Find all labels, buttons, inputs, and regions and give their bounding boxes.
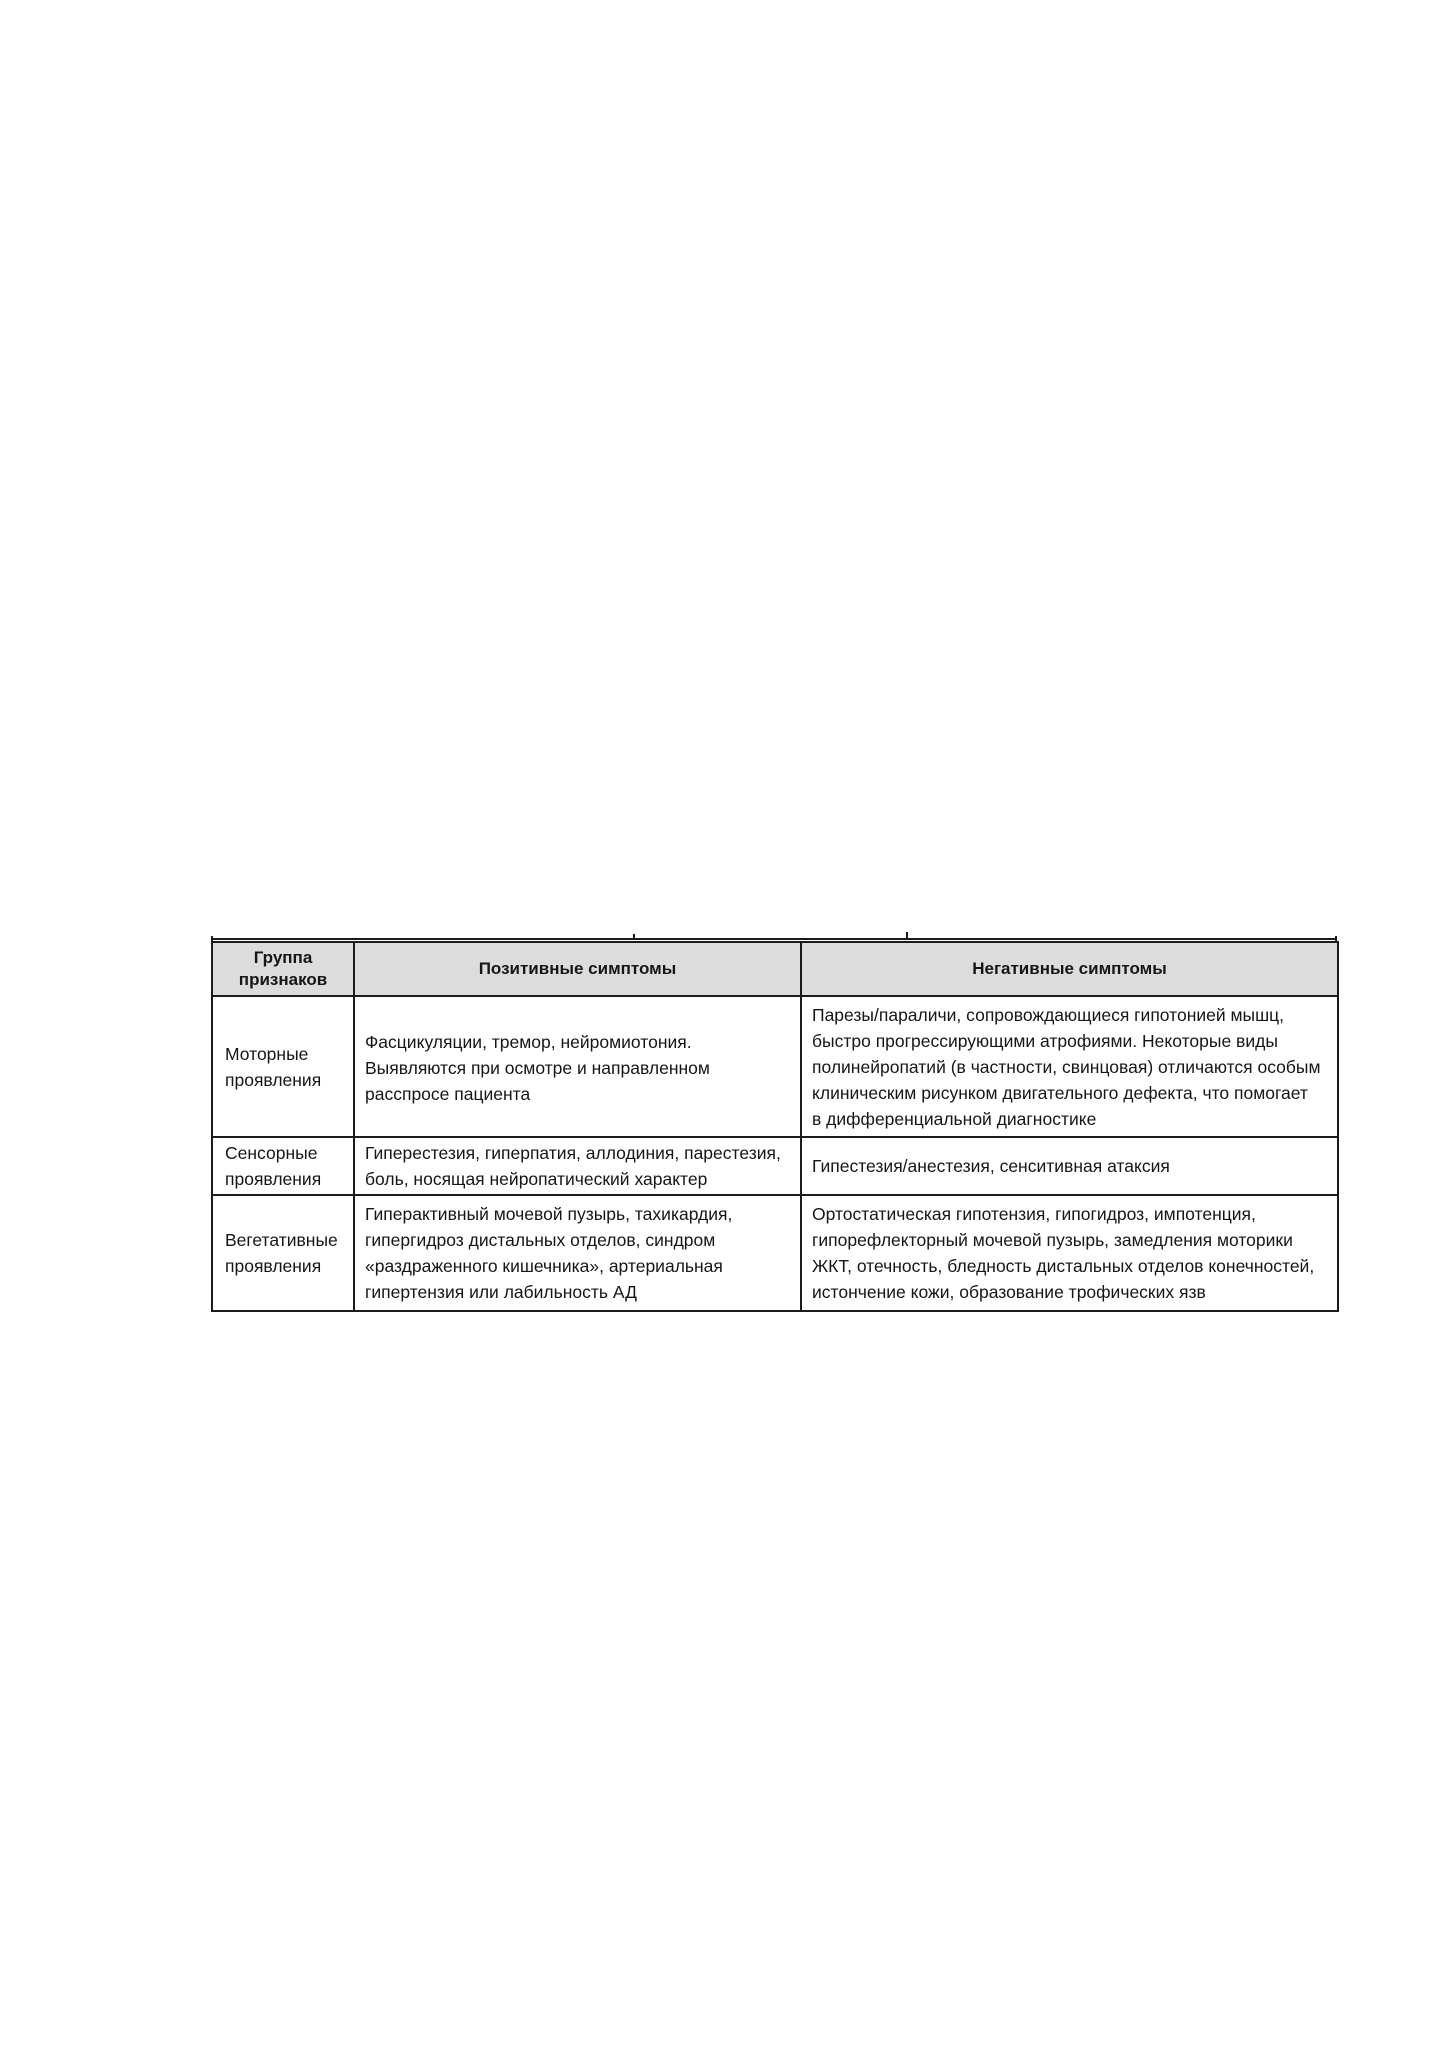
- positive-cell: Фасцикуляции, тремор, нейромиотония. Выявляются при осмотре и направленном расспросе пациента: [354, 996, 801, 1137]
- negative-cell: Парезы/параличи, сопровождающиеся гипотонией мышц, быстро прогрессирующими атрофиями. Некоторые виды полинейропатий (в частности, свинцовая) отличаются особым клиническим рисунком двигательного дефекта, что помогает в дифференциальной диагностике: [801, 996, 1338, 1137]
- table-row: [212, 1195, 1338, 1311]
- group-cell: Вегетативные проявления: [212, 1195, 354, 1311]
- header-negative-symptoms: Негативные симптомы: [801, 942, 1338, 996]
- table-header: [212, 942, 1338, 996]
- table-edge-mark: [633, 934, 635, 938]
- header-positive-symptoms: Позитивные симптомы: [354, 942, 801, 996]
- positive-cell: Гиперестезия, гиперпатия, аллодиния, парестезия, боль, носящая нейропатический характер: [354, 1137, 801, 1195]
- negative-cell: Ортостатическая гипотензия, гипогидроз, импотенция, гипорефлекторный мочевой пузырь, замедления моторики ЖКТ, отечность, бледность дистальных отделов конечностей, истончение кожи, образование трофических язв: [801, 1195, 1338, 1311]
- table-edge-mark: [906, 932, 908, 940]
- group-cell: Моторные проявления: [212, 996, 354, 1137]
- table-row: [212, 1137, 1338, 1195]
- header-group: Группа признаков: [212, 942, 354, 996]
- table-body: [212, 996, 1338, 1311]
- header-row: [212, 942, 1338, 996]
- table-top-rule: [211, 938, 1336, 940]
- group-cell: Сенсорные проявления: [212, 1137, 354, 1195]
- symptoms-table: [211, 941, 1339, 1312]
- table-row: [212, 996, 1338, 1137]
- negative-cell: Гипестезия/анестезия, сенситивная атаксия: [801, 1137, 1338, 1195]
- positive-cell: Гиперактивный мочевой пузырь, тахикардия, гипергидроз дистальных отделов, синдром «раздраженного кишечника», артериальная гипертензия или лабильность АД: [354, 1195, 801, 1311]
